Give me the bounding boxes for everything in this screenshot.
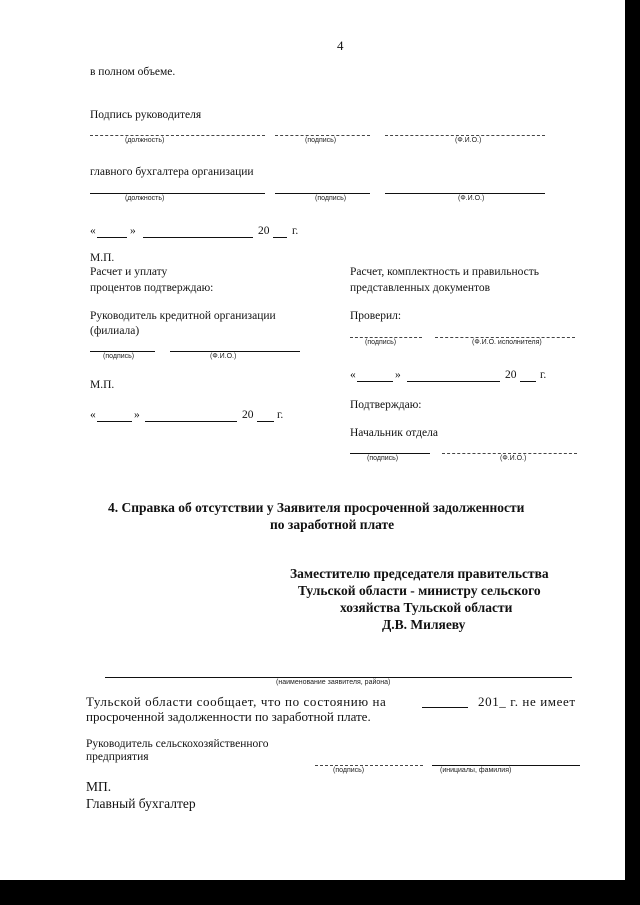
chief-accountant-label: главного бухгалтера организации (90, 166, 254, 178)
caption-name: (инициалы, фамилия) (440, 767, 512, 774)
farm-head-label-2: предприятия (86, 751, 149, 763)
confirm-label: Подтверждаю: (350, 399, 422, 411)
statement-line-1: Тульской области сообщает, что по состоянию на (86, 694, 387, 709)
name-line[interactable] (432, 765, 580, 766)
dept-head-label: Начальник отдела (350, 427, 438, 439)
chief-accountant-bottom: Главный бухгалтер (86, 796, 196, 811)
name-line[interactable] (442, 453, 577, 454)
head-signature-label: Подпись руководителя (90, 109, 202, 121)
date-close-quote: » (395, 369, 401, 381)
date-open-quote: « (90, 225, 96, 237)
name-line[interactable] (385, 135, 545, 136)
date-open-quote: « (90, 409, 96, 421)
date-close-quote: » (134, 409, 140, 421)
date-day-line[interactable] (357, 381, 393, 382)
name-line[interactable] (170, 351, 300, 352)
caption-signature: (подпись) (333, 767, 365, 774)
caption-signature: (подпись) (315, 195, 347, 202)
section-title-line-1: 4. Справка об отсутствии у Заявителя просроченной задолженности (108, 500, 525, 515)
farm-head-label-1: Руководитель сельскохозяйственного (86, 738, 269, 750)
date-day-line[interactable] (97, 237, 127, 238)
signature-line[interactable] (350, 453, 430, 454)
date-month-line[interactable] (407, 381, 500, 382)
caption-signature: (подпись) (365, 339, 397, 346)
applicant-name-line[interactable] (105, 677, 572, 678)
position-line[interactable] (90, 193, 265, 194)
mp-bottom: МП. (86, 779, 112, 794)
mp-label-2: М.П. (90, 379, 115, 391)
date-close-quote: » (130, 225, 136, 237)
date-year-line[interactable] (520, 381, 536, 382)
signature-line[interactable] (350, 337, 422, 338)
caption-name: (Ф.И.О. исполнителя) (472, 339, 542, 346)
caption-position: (должность) (125, 137, 165, 144)
date-month-line[interactable] (143, 237, 253, 238)
name-line[interactable] (435, 337, 575, 338)
date-day-line[interactable] (97, 421, 132, 422)
statement-date-line[interactable] (422, 707, 468, 708)
applicant-caption: (наименование заявителя, района) (276, 679, 391, 686)
page-number: 4 (337, 38, 344, 53)
addressee-line-4: Д.В. Миляеву (382, 617, 466, 632)
date-year-suffix: г. (277, 409, 284, 421)
intro-tail: в полном объеме. (90, 66, 176, 78)
date-year-suffix: г. (540, 369, 547, 381)
scan-border-right (625, 0, 640, 905)
caption-name: (Ф.И.О.) (458, 195, 485, 202)
date-year-suffix: г. (292, 225, 299, 237)
date-year: 20 (258, 225, 270, 237)
calc-check-label-1: Расчет, комплектность и правильность (350, 266, 540, 278)
caption-position: (должность) (125, 195, 165, 202)
calc-label-1: Расчет и уплату (90, 266, 168, 278)
addressee-line-2: Тульской области - министру сельского (298, 583, 541, 598)
date-open-quote: « (350, 369, 356, 381)
scan-border-bottom (0, 880, 640, 905)
date-year-line[interactable] (257, 421, 274, 422)
caption-signature: (подпись) (103, 353, 135, 360)
checked-label: Проверил: (350, 310, 402, 322)
caption-signature: (подпись) (367, 455, 399, 462)
calc-label-2: процентов подтверждаю: (90, 282, 214, 294)
bank-head-label-1: Руководитель кредитной организации (90, 310, 276, 322)
caption-signature: (подпись) (305, 137, 337, 144)
addressee-line-1: Заместителю председателя правительства (290, 566, 549, 581)
signature-line[interactable] (275, 135, 370, 136)
date-year: 20 (505, 369, 517, 381)
date-month-line[interactable] (145, 421, 237, 422)
caption-name: (Ф.И.О.) (210, 353, 237, 360)
calc-check-label-2: представленных документов (350, 282, 491, 294)
date-year-line[interactable] (273, 237, 287, 238)
statement-year: 201_ г. не имеет (478, 694, 576, 709)
caption-name: (Ф.И.О.) (455, 137, 482, 144)
name-line[interactable] (385, 193, 545, 194)
signature-line[interactable] (90, 351, 155, 352)
signature-line[interactable] (315, 765, 423, 766)
mp-label: М.П. (90, 252, 115, 264)
caption-name: (Ф.И.О.) (500, 455, 527, 462)
statement-line-2: просроченной задолженности по заработной плате. (86, 709, 371, 724)
bank-head-label-2: (филиала) (90, 325, 140, 337)
signature-line[interactable] (275, 193, 370, 194)
section-title-line-2: по заработной плате (270, 517, 395, 532)
position-line[interactable] (90, 135, 265, 136)
addressee-line-3: хозяйства Тульской области (340, 600, 513, 615)
date-year: 20 (242, 409, 254, 421)
